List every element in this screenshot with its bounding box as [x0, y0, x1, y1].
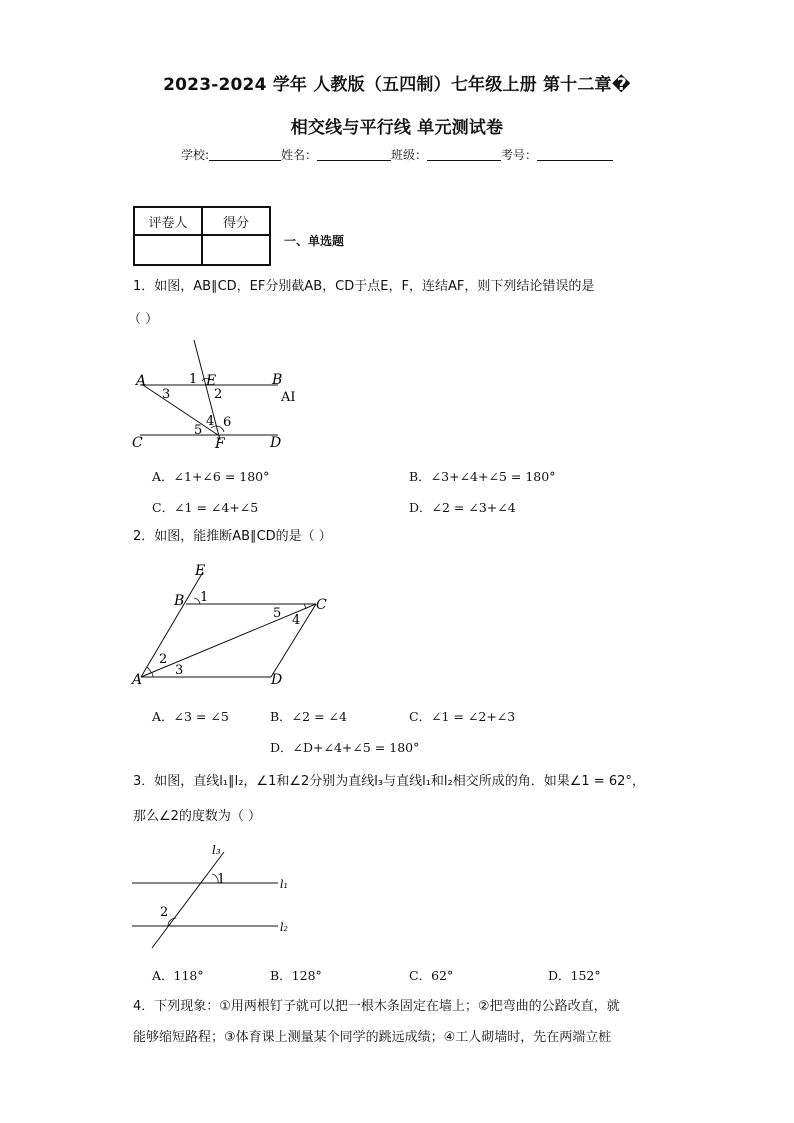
q2-angle-2: 2 [159, 652, 168, 667]
q3-option-d[interactable]: D．152° [548, 968, 601, 983]
q1-angle-3: 3 [162, 387, 171, 402]
q1-angle-1: 1 [189, 372, 198, 387]
q1-label-e: E [206, 373, 217, 389]
school-label: 学校: [180, 148, 209, 162]
student-info-line [0, 146, 794, 163]
q2-option-b[interactable]: B．∠2 = ∠4 [270, 709, 347, 724]
q2-label-d: D [271, 672, 283, 688]
q2-angle-3: 3 [175, 663, 184, 678]
name-blank[interactable] [317, 148, 391, 161]
grader-cell[interactable] [134, 235, 202, 265]
q2-option-d[interactable]: D．∠D+∠4+∠5 = 180° [270, 740, 420, 755]
q3-text-line1: 3．如图，直线l₁∥l₂，∠1和∠2分别为直线l₃与直线l₁和l₂相交所成的角．如果∠1 = 62°， [133, 774, 645, 789]
page-title-line2: 相交线与平行线 单元测试卷 [290, 118, 504, 138]
q1-label-f: F [215, 436, 225, 452]
name-label: 姓名： [281, 148, 318, 162]
q3-label-l3: l₃ [212, 843, 221, 857]
q1-angle-5: 5 [194, 423, 203, 438]
q2-label-a: A [132, 672, 143, 688]
q2-option-a[interactable]: A．∠3 = ∠5 [152, 709, 229, 724]
q2-angle-5: 5 [273, 606, 282, 621]
section-heading: 一、单选题 [284, 234, 345, 248]
q2-angle-1: 1 [200, 590, 209, 605]
q2-label-c: C [316, 597, 327, 613]
q1-figure [128, 335, 308, 455]
q3-label-l1: l₁ [280, 878, 288, 891]
q3-option-b[interactable]: B．128° [270, 968, 322, 983]
q1-ai-mark: AI [281, 390, 296, 405]
q2-angle-4: 4 [292, 613, 301, 628]
q1-angle-4: 4 [206, 414, 215, 429]
class-label: 班级： [391, 148, 428, 162]
q3-figure [128, 838, 308, 953]
score-table [133, 206, 271, 266]
q1-option-d[interactable]: D．∠2 = ∠3+∠4 [409, 500, 516, 515]
q4-text-line2: 能够缩短路程；③体育课上测量某个同学的跳远成绩；④工人砌墙时，先在两端立桩 [133, 1030, 612, 1045]
q1-option-a[interactable]: A．∠1+∠6 = 180° [152, 469, 270, 484]
page-title-line1: 2023-2024 学年 人教版（五四制）七年级上册 第十二章� [163, 75, 631, 95]
q3-label-l2: l₂ [280, 921, 288, 934]
q2-text: 2．如图，能推断AB∥CD的是（ ） [133, 529, 332, 544]
q1-paren: （ ） [128, 312, 159, 327]
q1-label-d: D [270, 435, 282, 451]
q2-label-b: B [174, 593, 185, 609]
exam-blank[interactable] [537, 148, 613, 161]
score-header: 得分 [202, 207, 270, 235]
q2-figure [128, 560, 343, 690]
q2-option-c[interactable]: C．∠1 = ∠2+∠3 [409, 709, 516, 724]
grader-header: 评卷人 [134, 207, 202, 235]
score-cell[interactable] [202, 235, 270, 265]
q3-text-line2: 那么∠2的度数为（ ） [133, 809, 262, 824]
q3-angle-2: 2 [160, 905, 169, 920]
q2-label-e: E [195, 563, 206, 579]
q1-option-b[interactable]: B．∠3+∠4+∠5 = 180° [409, 469, 556, 484]
q3-option-a[interactable]: A．118° [152, 968, 204, 983]
q1-text: 1．如图，AB∥CD，EF分别截AB，CD于点E，F，连结AF，则下列结论错误的是 [133, 279, 595, 294]
q1-label-b: B [272, 372, 283, 388]
exam-label: 考号： [501, 148, 538, 162]
q3-option-c[interactable]: C．62° [409, 968, 454, 983]
school-blank[interactable] [209, 148, 281, 161]
q3-angle-1: 1 [217, 872, 226, 887]
q4-text-line1: 4．下列现象：①用两根钉子就可以把一根木条固定在墙上；②把弯曲的公路改直，就 [133, 999, 620, 1014]
class-blank[interactable] [427, 148, 501, 161]
q1-angle-6: 6 [223, 415, 232, 430]
q1-label-a: A [136, 373, 147, 389]
q1-label-c: C [132, 435, 143, 451]
q1-option-c[interactable]: C．∠1 = ∠4+∠5 [152, 500, 259, 515]
q1-angle-2: 2 [214, 387, 223, 402]
